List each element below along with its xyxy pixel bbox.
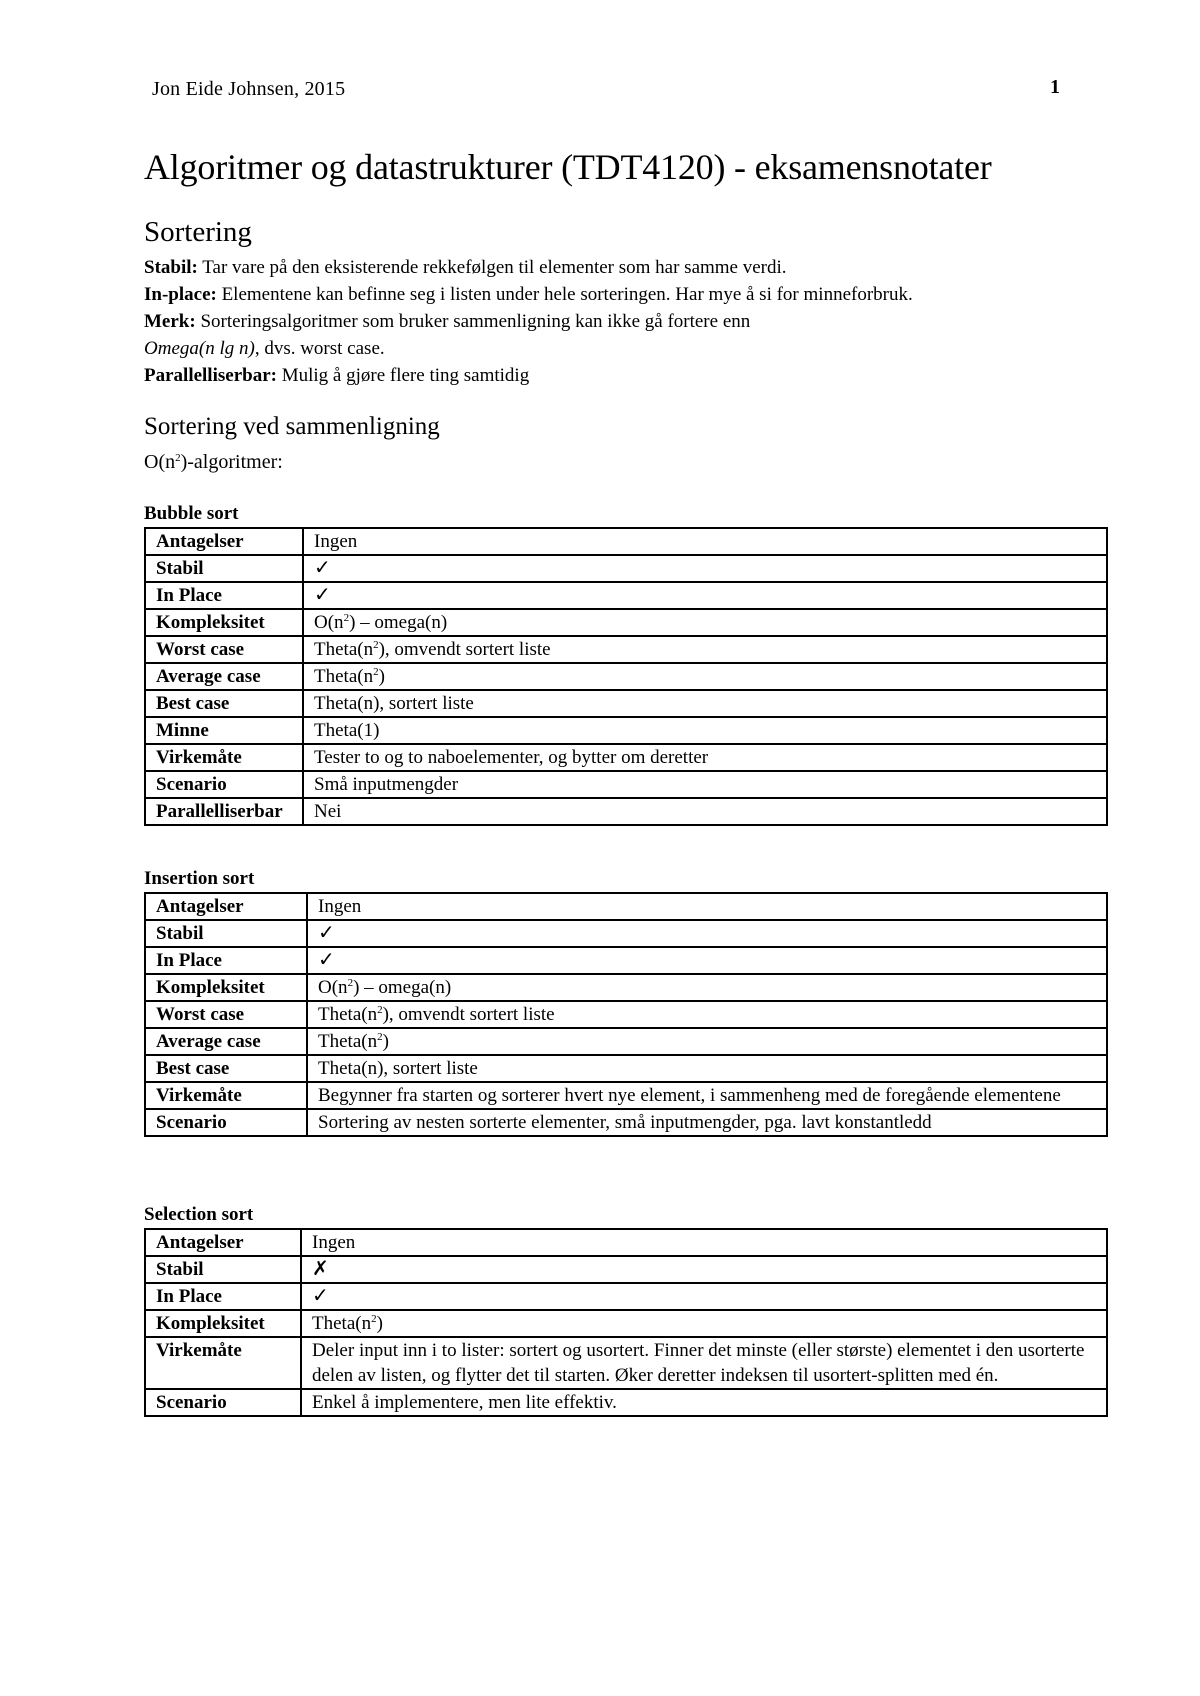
definitions-block: [144, 254, 1104, 389]
row-key: Stabil: [145, 1256, 301, 1283]
row-key: Antagelser: [145, 528, 303, 555]
selection-sort-table: [144, 1228, 1108, 1417]
row-key: Virkemåte: [145, 1082, 307, 1109]
row-value: $O(n^2)$ – omega(n): [307, 974, 1107, 1001]
row-value: ✓: [303, 582, 1107, 609]
row-key: Kompleksitet: [145, 974, 307, 1001]
definition-term: Merk:: [144, 311, 196, 332]
row-value: Enkel å implementere, men lite effektiv.: [301, 1389, 1107, 1416]
definition-merk-cont: [144, 335, 1104, 362]
table-row: [145, 974, 1107, 1001]
row-value: ✓: [307, 920, 1107, 947]
row-key: Parallelliserbar: [145, 798, 303, 825]
row-value: Theta(n), sortert liste: [307, 1055, 1107, 1082]
table-row: [145, 1256, 1107, 1283]
page-number: 1: [1050, 76, 1060, 98]
table-row: [145, 1337, 1107, 1389]
row-key: In Place: [145, 582, 303, 609]
row-key: Scenario: [145, 1109, 307, 1136]
row-value: Tester to og to naboelementer, og bytter om deretter: [303, 744, 1107, 771]
row-key: Virkemåte: [145, 1337, 301, 1389]
row-value: Deler input inn i to lister: sortert og usortert. Finner det minste (eller største) elementet i den usorterte delen av listen, og flytter det til starten. Øker deretter indeksen til usortert-splitten med én.: [301, 1337, 1107, 1389]
table-row: [145, 1055, 1107, 1082]
table-row: [145, 798, 1107, 825]
row-value: $O(n^2)$ – omega(n): [303, 609, 1107, 636]
table-row: [145, 1109, 1107, 1136]
definition-text: Elementene kan befinne seg i listen under hele sorteringen. Har mye å si for minneforbruk.: [216, 284, 913, 305]
table-row: [145, 555, 1107, 582]
definition-in-place: [144, 281, 1104, 308]
row-key: Stabil: [145, 920, 307, 947]
row-key: Average case: [145, 663, 303, 690]
row-key: Scenario: [145, 771, 303, 798]
section-heading-sortering: Sortering: [144, 216, 252, 248]
row-key: Scenario: [145, 1389, 301, 1416]
table-row: [145, 1310, 1107, 1337]
row-key: Average case: [145, 1028, 307, 1055]
row-value: ✗: [301, 1256, 1107, 1283]
row-value: Nei: [303, 798, 1107, 825]
insertion-sort-table: [144, 892, 1108, 1137]
row-value: Theta(n), sortert liste: [303, 690, 1107, 717]
insertion-sort-heading: Insertion sort: [144, 868, 255, 889]
row-value: $Theta(n^2)$: [303, 663, 1107, 690]
bubble-sort-heading: Bubble sort: [144, 503, 239, 524]
row-key: Worst case: [145, 636, 303, 663]
row-value: Ingen: [307, 893, 1107, 920]
table-row: [145, 1082, 1107, 1109]
row-key: Antagelser: [145, 893, 307, 920]
table-row: [145, 1028, 1107, 1055]
table-row: [145, 893, 1107, 920]
row-key: Virkemåte: [145, 744, 303, 771]
section-heading-sammenligning: Sortering ved sammenligning: [144, 413, 440, 440]
row-value: Theta(1): [303, 717, 1107, 744]
definition-term: In-place:: [144, 284, 217, 305]
definition-text: Sorteringsalgoritmer som bruker sammenligning kan ikke gå fortere enn: [195, 311, 751, 332]
definition-merk: [144, 308, 1104, 335]
row-value: ✓: [303, 555, 1107, 582]
table-row: [145, 609, 1107, 636]
row-key: Kompleksitet: [145, 1310, 301, 1337]
definition-text: Tar vare på den eksisterende rekkefølgen til elementer som har samme verdi.: [197, 257, 787, 278]
row-value: Begynner fra starten og sorterer hvert nye element, i sammenheng med de foregående elementene: [307, 1082, 1107, 1109]
table-row: [145, 1389, 1107, 1416]
bubble-sort-table: [144, 527, 1108, 826]
row-value: $Theta(n^2)$: [307, 1028, 1107, 1055]
row-value: Ingen: [301, 1229, 1107, 1256]
row-key: In Place: [145, 1283, 301, 1310]
row-key: Best case: [145, 690, 303, 717]
table-row: [145, 582, 1107, 609]
definition-text: , dvs. worst case.: [254, 338, 385, 359]
table-row: [145, 663, 1107, 690]
table-row: [145, 920, 1107, 947]
table-row: [145, 528, 1107, 555]
row-value: $Theta(n^2)$: [301, 1310, 1107, 1337]
table-row: [145, 1229, 1107, 1256]
table-row: [145, 690, 1107, 717]
table-row: [145, 636, 1107, 663]
definition-text: Mulig å gjøre flere ting samtidig: [276, 365, 530, 386]
omega-formula: Omega(n lg n): [144, 338, 255, 359]
table-row: [145, 947, 1107, 974]
definition-term: Parallelliserbar:: [144, 365, 277, 386]
row-key: In Place: [145, 947, 307, 974]
row-value: ✓: [307, 947, 1107, 974]
row-key: Kompleksitet: [145, 609, 303, 636]
definition-term: Stabil:: [144, 257, 198, 278]
table-row: [145, 1283, 1107, 1310]
row-value: Ingen: [303, 528, 1107, 555]
header-author: Jon Eide Johnsen, 2015: [152, 78, 346, 100]
row-value: ✓: [301, 1283, 1107, 1310]
table-row: [145, 717, 1107, 744]
table-row: [145, 1001, 1107, 1028]
row-value: $Theta(n^2)$, omvendt sortert liste: [307, 1001, 1107, 1028]
table-row: [145, 744, 1107, 771]
definition-stabil: [144, 254, 1104, 281]
row-key: Best case: [145, 1055, 307, 1082]
definition-parallelliserbar: [144, 362, 1104, 389]
row-key: Minne: [145, 717, 303, 744]
row-value: $Theta(n^2)$, omvendt sortert liste: [303, 636, 1107, 663]
document-title: Algoritmer og datastrukturer (TDT4120) - eksamensnotater: [144, 147, 992, 187]
table-row: [145, 771, 1107, 798]
row-key: Stabil: [145, 555, 303, 582]
selection-sort-heading: Selection sort: [144, 1204, 254, 1225]
algorithms-subheading: $O(n^2)$-algoritmer:: [144, 451, 283, 473]
row-value: Små inputmengder: [303, 771, 1107, 798]
row-key: Worst case: [145, 1001, 307, 1028]
row-key: Antagelser: [145, 1229, 301, 1256]
row-value: Sortering av nesten sorterte elementer, små inputmengder, pga. lavt konstantledd: [307, 1109, 1107, 1136]
